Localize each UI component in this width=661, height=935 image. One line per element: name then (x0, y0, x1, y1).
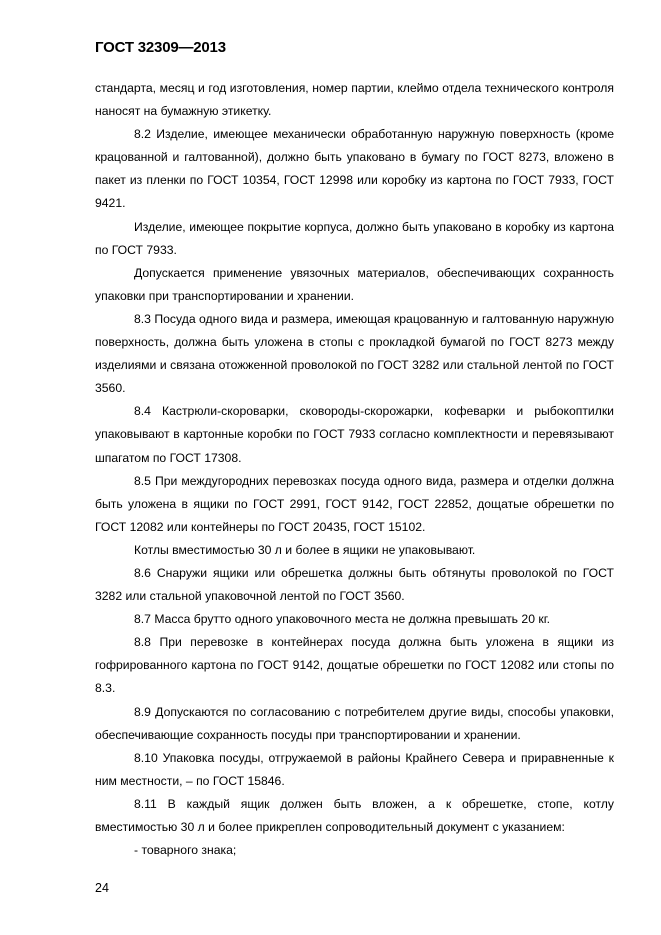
paragraph-8-8: 8.8 При перевозке в контейнерах посуда должна быть уложена в ящики из гофрированного картона по ГОСТ 9142, дощатые обрешетки по ГОСТ 12082 или стопы по 8.3. (95, 635, 614, 696)
document-header: ГОСТ 32309—2013 (95, 39, 226, 56)
paragraph-8-7: 8.7 Масса брутто одного упаковочного места не должна превышать 20 кг. (134, 612, 551, 627)
paragraph-8-2-coating: Изделие, имеющее покрытие корпуса, должно быть упаковано в коробку из картона по ГОСТ 7933. (95, 219, 614, 257)
paragraph-8-2: 8.2 Изделие, имеющее механически обработанную наружную поверхность (кроме крацованной и галтованной), должно быть упаковано в бумагу по ГОСТ 8273, вложено в пакет из пленки по ГОСТ 10354, ГОСТ 12998 или коробку из картона по ГОСТ 7933, ГОСТ 9421. (95, 127, 614, 211)
paragraph-8-10: 8.10 Упаковка посуды, отгружаемой в районы Крайнего Севера и приравненные к ним местности, – по ГОСТ 15846. (95, 750, 614, 788)
paragraph-continuation: стандарта, месяц и год изготовления, номер партии, клеймо отдела технического контроля наносят на бумажную этикетку. (95, 81, 614, 119)
paragraph-8-3: 8.3 Посуда одного вида и размера, имеющая крацованную и галтованную наружную поверхность, должна быть уложена в стопы с прокладкой бумагой по ГОСТ 8273 между изделиями и связана отожженной проволокой по ГОСТ 3282 или стальной лентой по ГОСТ 3560. (95, 311, 614, 396)
paragraph-8-9: 8.9 Допускаются по согласованию с потребителем другие виды, способы упаковки, обеспечивающие сохранность посуды при транспортировании и хранении. (95, 704, 614, 742)
paragraph-8-6: 8.6 Снаружи ящики или обрешетка должны быть обтянуты проволокой по ГОСТ 3282 или стальной упаковочной лентой по ГОСТ 3560. (95, 565, 614, 604)
paragraph-8-2-tying-materials: Допускается применение увязочных материалов, обеспечивающих сохранность упаковки при транспортировании и хранении. (95, 265, 614, 303)
paragraph-8-5-boilers: Котлы вместимостью 30 л и более в ящики не упаковывают. (134, 542, 476, 557)
paragraph-8-5: 8.5 При междугородних перевозках посуда одного вида, размера и отделки должна быть уложена в ящики по ГОСТ 2991, ГОСТ 9142, ГОСТ 22852, дощатые обрешетки по ГОСТ 12082 или контейнеры по ГОСТ 20435, ГОСТ 15102. (95, 473, 614, 534)
list-item-trademark: - товарного знака; (134, 843, 237, 858)
paragraph-8-4: 8.4 Кастрюли-скороварки, сковороды-скорожарки, кофеварки и рыбокоптилки упаковывают в картонные коробки по ГОСТ 7933 согласно комплектности и перевязывают шпагатом по ГОСТ 17308. (95, 404, 614, 465)
document-body (95, 77, 614, 862)
page-number: 24 (95, 881, 109, 895)
paragraph-8-11: 8.11 В каждый ящик должен быть вложен, а к обрешетке, стопе, котлу вместимостью 30 л и более прикреплен сопроводительный документ с указанием: (95, 796, 614, 834)
